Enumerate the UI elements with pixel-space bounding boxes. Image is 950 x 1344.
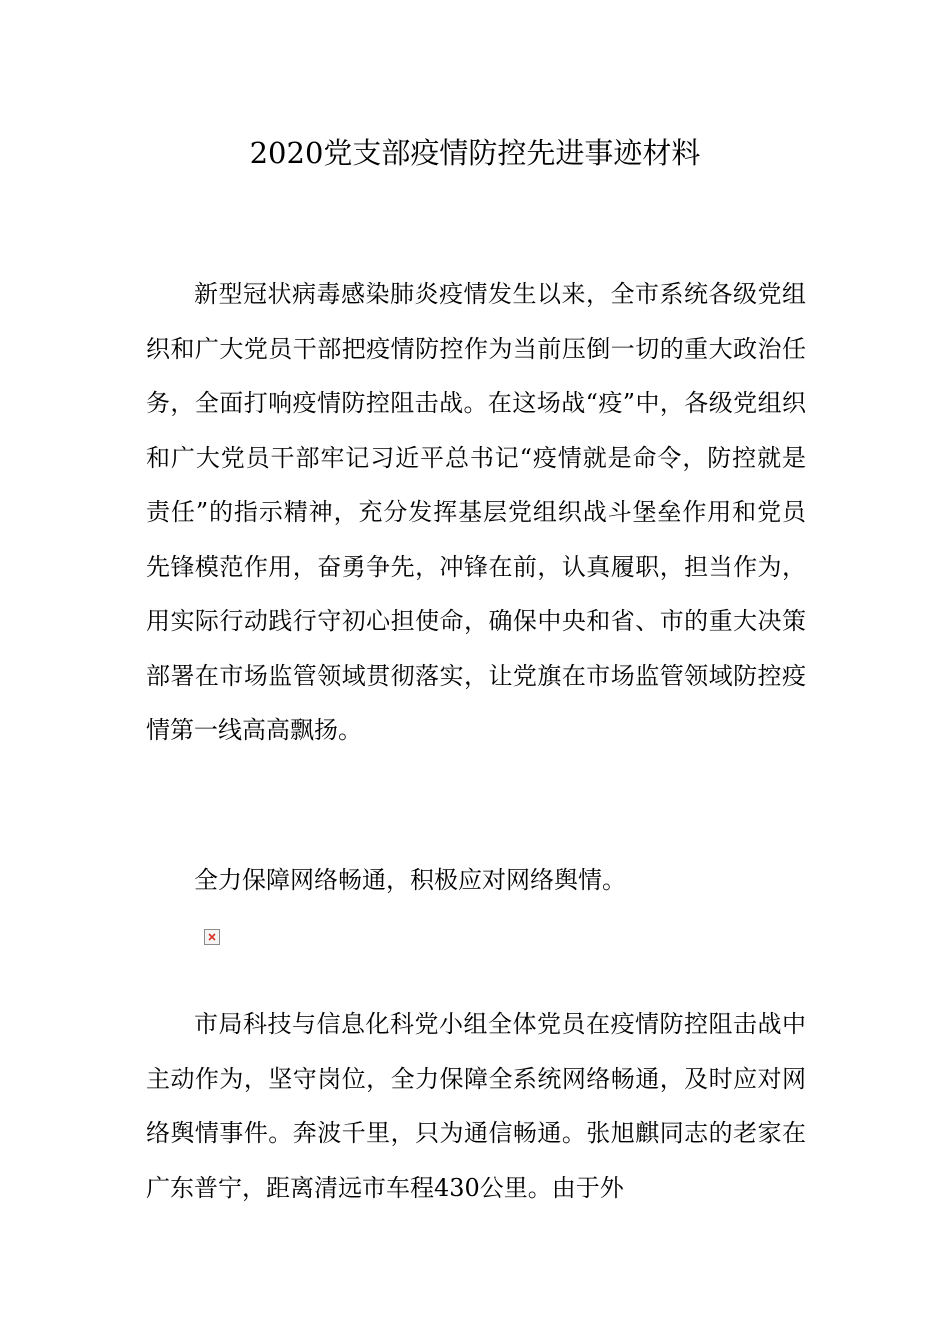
paragraph-details: 市局科技与信息化科党小组全体党员在疫情防控阻击战中主动作为，坚守岗位，全力保障全系统网络畅通，及时应对网络舆情事件。奔波千里，只为通信畅通。张旭麒同志的老家在广东普宁，距离清远市车程430公里。由于外 [146,1010,806,1202]
broken-image-icon [204,929,220,945]
paragraph-section-heading: 全力保障网络畅通，积极应对网络舆情。 [194,866,626,894]
document-title: 2020党支部疫情防控先进事迹材料 [249,136,701,170]
paragraph-intro: 新型冠状病毒感染肺炎疫情发生以来，全市系统各级党组织和广大党员干部把疫情防控作为当前压倒一切的重大政治任务，全面打响疫情防控阻击战。在这场战“疫”中，各级党组织和广大党员干部牢记习近平总书记“疫情就是命令，防控就是责任”的指示精神，充分发挥基层党组织战斗堡垒作用和党员先锋模范作用，奋勇争先，冲锋在前，认真履职，担当作为，用实际行动践行守初心担使命，确保中央和省、市的重大决策部署在市场监管领域贯彻落实，让党旗在市场监管领域防控疫情第一线高高飘扬。 [146,280,806,744]
broken-image-cross [205,930,219,944]
